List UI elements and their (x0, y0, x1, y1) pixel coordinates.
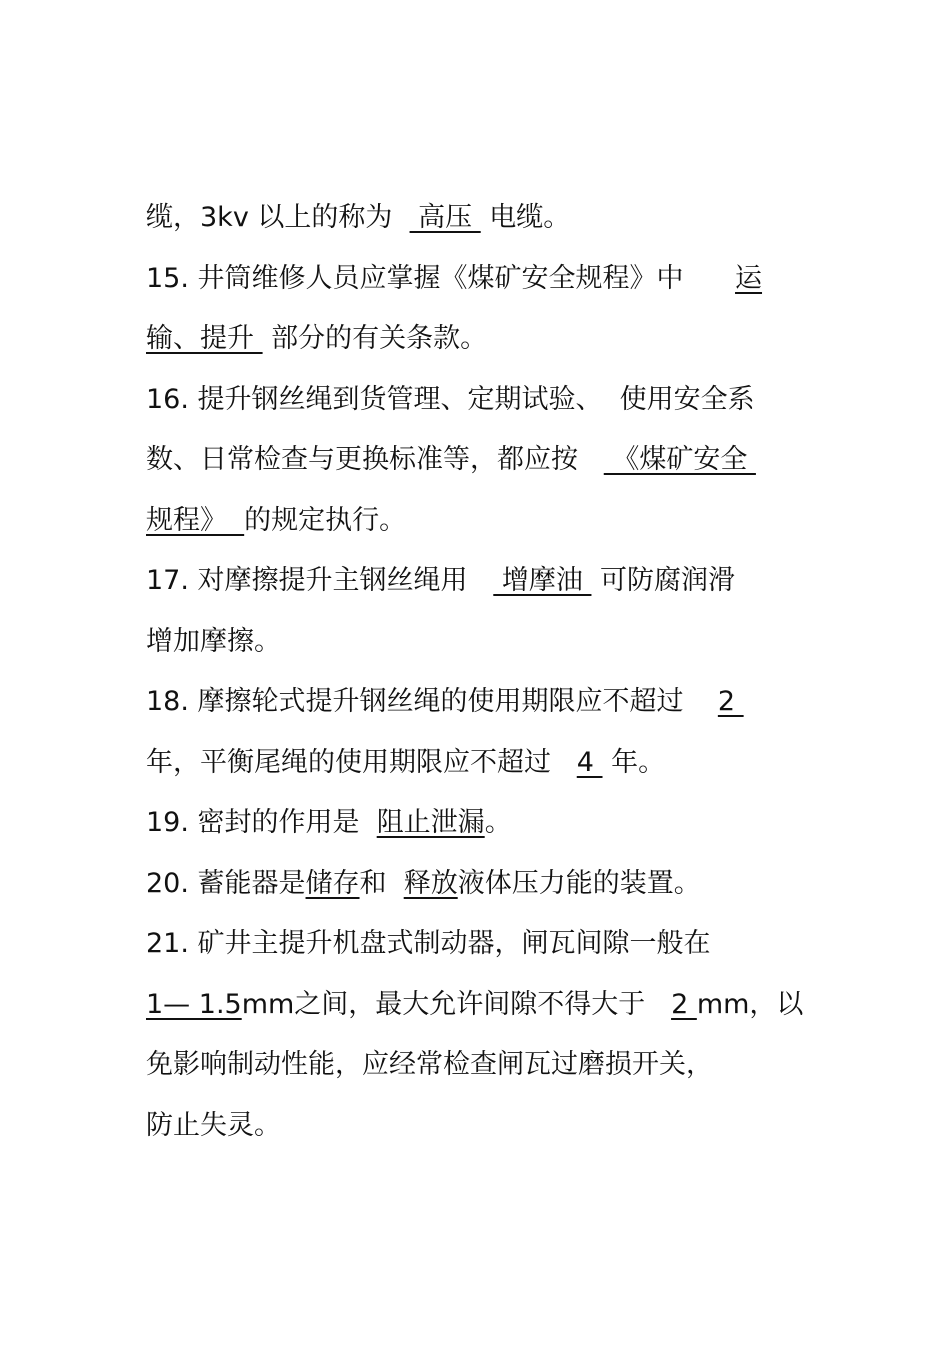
text-line (146, 563, 735, 599)
text-segment: 16. 提升钢丝绳到货管理、定期试验、 使用安全系 (146, 383, 755, 415)
underlined-answer: 《煤矿安全 (603, 444, 756, 475)
text-line (146, 926, 711, 962)
text-segment: 的规定执行。 (244, 504, 407, 536)
text-segment: 年，平衡尾绳的使用期限应不超过 (146, 746, 577, 778)
underlined-answer: 1— 1.5 (146, 988, 242, 1020)
text-segment: 部分的有关条款。 (262, 323, 488, 354)
underlined-answer: 增摩油 (493, 565, 592, 596)
text-line (146, 624, 281, 660)
text-line (146, 321, 487, 357)
text-line (146, 684, 744, 720)
underlined-answer: 释放 (403, 867, 458, 899)
underlined-answer: 规程》 (146, 504, 245, 536)
text-line (146, 442, 756, 478)
text-segment: 17. 对摩擦提升主钢丝绳用 (146, 565, 494, 596)
text-line (146, 382, 755, 418)
text-segment: 增加摩擦。 (146, 625, 281, 657)
underlined-answer: 输、提升 (146, 323, 263, 354)
text-line (146, 261, 762, 297)
underlined-answer: 运 (735, 262, 763, 294)
text-segment: 液体压力能的装置。 (457, 867, 701, 899)
underlined-answer: 阻止泄漏 (376, 807, 485, 838)
text-line (146, 503, 406, 539)
text-segment: 20. 蓄能器是 (146, 867, 306, 899)
underlined-answer: 4 (576, 746, 603, 778)
underlined-answer: 2 (717, 686, 744, 717)
underlined-answer: 储存 (305, 867, 360, 899)
text-segment: mm之间，最大允许间隙不得大于 (241, 988, 672, 1020)
text-segment: 18. 摩擦轮式提升钢丝绳的使用期限应不超过 (146, 686, 718, 717)
text-segment: 15. 井筒维修人员应掌握《煤矿安全规程》中 (146, 262, 736, 294)
text-segment: 和 (359, 867, 404, 899)
text-segment: 防止失灵。 (146, 1109, 281, 1141)
text-line (146, 200, 570, 236)
text-line (146, 805, 512, 841)
text-segment: 数、日常检查与更换标准等，都应按 (146, 444, 604, 475)
text-line (146, 1108, 281, 1144)
text-segment: 可防腐润滑 (591, 565, 736, 596)
text-segment: 年。 (602, 746, 666, 778)
underlined-answer: 高压 (409, 202, 481, 233)
text-line (146, 987, 803, 1023)
text-line (146, 866, 701, 902)
text-segment: 缆，3kv 以上的称为 (146, 202, 410, 233)
text-segment: 电缆。 (480, 202, 571, 233)
text-segment: 。 (484, 807, 512, 838)
text-segment: mm，以 (696, 988, 804, 1020)
text-line (146, 745, 665, 781)
text-segment: 21. 矿井主提升机盘式制动器，闸瓦间隙一般在 (146, 928, 711, 959)
text-line (146, 1047, 713, 1083)
underlined-answer: 2 (671, 988, 697, 1020)
text-segment: 免影响制动性能，应经常检查闸瓦过磨损开关， (146, 1049, 713, 1080)
text-segment: 19. 密封的作用是 (146, 807, 377, 838)
